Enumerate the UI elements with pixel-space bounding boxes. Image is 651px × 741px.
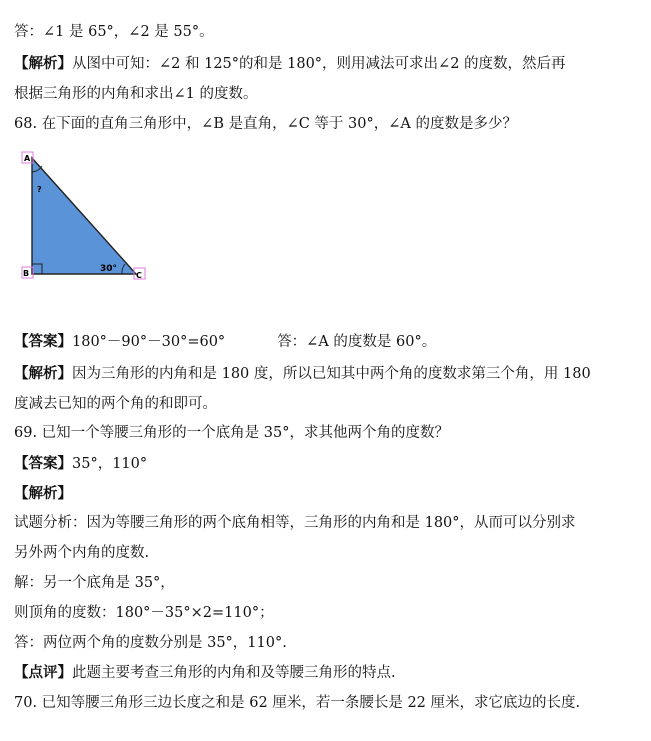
label-b: B — [23, 269, 30, 278]
answer-tag: 【答案】 — [14, 455, 72, 472]
answer-line-68: 【答案】180°－90°－30°=60° 答：∠A 的度数是 60°。 — [14, 333, 437, 350]
analysis-line-68a: 【解析】因为三角形的内角和是 180 度，所以已知其中两个角的度数求第三个角，用 180 — [14, 365, 591, 382]
answer-tag: 【答案】 — [14, 333, 72, 350]
label-c: C — [136, 271, 142, 280]
right-triangle-figure — [18, 150, 152, 286]
angle-a-value: ? — [37, 185, 42, 194]
analysis-line-68b: 度减去已知的两个角的和即可。 — [14, 396, 217, 412]
analysis-tag: 【解析】 — [14, 365, 72, 382]
analysis-line-67a: 【解析】从图中可知：∠2 和 125°的和是 180°，则用减法可求出∠2 的度数，然后再 — [14, 55, 566, 72]
answer-line-69: 【答案】35°，110° — [14, 455, 148, 472]
comment-line-69: 【点评】此题主要考查三角形的内角和及等腰三角形的特点. — [14, 664, 396, 681]
question-69: 69. 已知一个等腰三角形的一个底角是 35°，求其他两个角的度数？ — [14, 425, 449, 441]
triangle-shape — [32, 158, 136, 274]
comment-tag: 【点评】 — [14, 664, 72, 681]
solution-line-69c: 答：两位两个角的度数分别是 35°，110°. — [14, 635, 287, 651]
solution-line-69b: 则顶角的度数：180°－35°×2=110°； — [14, 605, 274, 621]
question-70: 70. 已知等腰三角形三边长度之和是 62 厘米，若一条腰长是 22 厘米，求它底边的长度. — [14, 695, 581, 711]
answer-line-67: 答：∠1 是 65°，∠2 是 55°。 — [14, 24, 214, 40]
analysis-line-69a: 试题分析：因为等腰三角形的两个底角相等，三角形的内角和是 180°，从而可以分别求 — [14, 515, 576, 531]
analysis-line-69b: 另外两个内角的度数. — [14, 545, 150, 561]
solution-line-69a: 解：另一个底角是 35°， — [14, 575, 175, 591]
analysis-line-67b: 根据三角形的内角和求出∠1 的度数。 — [14, 86, 258, 102]
analysis-tag: 【解析】 — [14, 55, 72, 72]
question-68: 68. 在下面的直角三角形中，∠B 是直角，∠C 等于 30°，∠A 的度数是多少？ — [14, 116, 517, 132]
analysis-heading-69: 【解析】 — [14, 485, 72, 502]
label-a: A — [24, 154, 31, 163]
angle-c-value: 30° — [100, 264, 118, 274]
